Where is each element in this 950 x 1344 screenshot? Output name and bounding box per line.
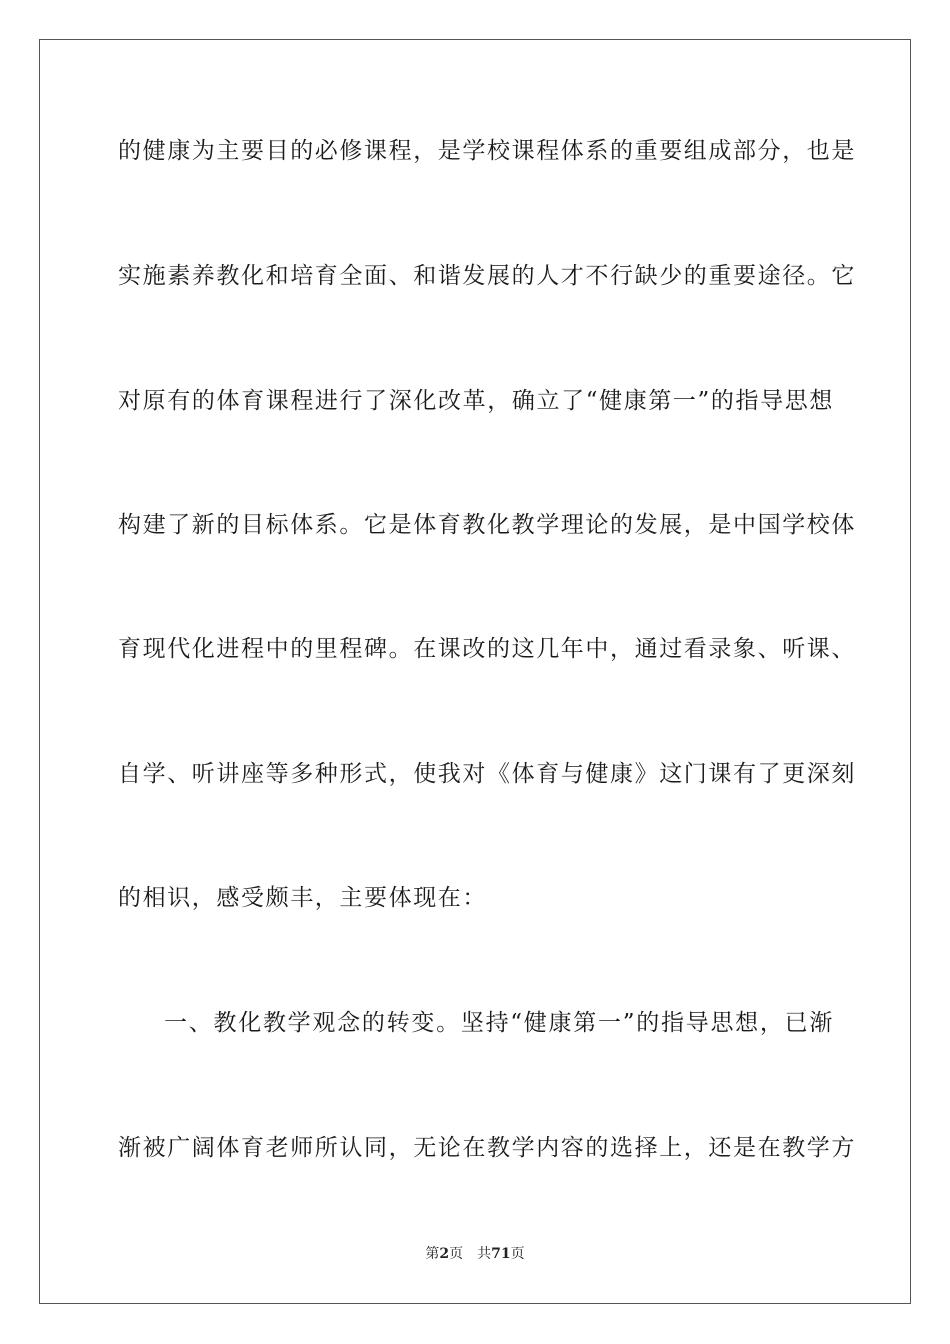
page-border [39,39,911,1304]
page-suffix: 页 [449,1246,464,1262]
page-footer [0,1245,950,1263]
body-text-line-6: 自学、听讲座等多种形式，使我对《体育与健康》这门课有了更深刻 [118,761,856,787]
body-text-line-4: 构建了新的目标体系。它是体育教化教学理论的发展，是中国学校体 [118,512,856,538]
body-text-line-9: 渐被广阔体育老师所认同，无论在教学内容的选择上，还是在教学方 [118,1135,856,1161]
body-text-line-7: 的相识，感受颇丰，主要体现在： [118,885,487,911]
paragraph-heading-line: 一、教化教学观念的转变。坚持“健康第一”的指导思想，已渐 [164,1010,834,1036]
body-text-line-5: 育现代化进程中的里程碑。在课改的这几年中，通过看录象、听课、 [118,636,856,662]
current-page-number: 2 [439,1246,450,1262]
total-prefix: 共 [477,1246,492,1262]
body-text-line-1: 的健康为主要目的必修课程，是学校课程体系的重要组成部分，也是 [118,138,856,164]
page-prefix: 第 [425,1246,440,1262]
total-suffix: 页 [510,1246,525,1262]
body-text-line-2: 实施素养教化和培育全面、和谐发展的人才不行缺少的重要途径。它 [118,263,856,289]
body-text-line-3: 对原有的体育课程进行了深化改革，确立了“健康第一”的指导思想 [118,388,834,414]
total-pages-number: 71 [491,1246,511,1262]
